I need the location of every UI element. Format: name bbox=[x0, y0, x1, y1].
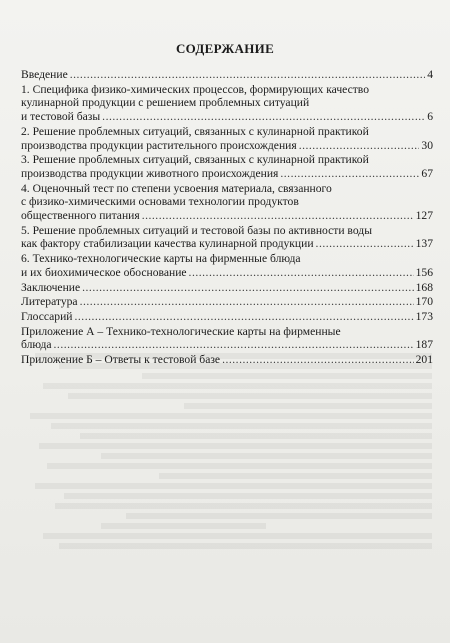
toc-page-number: 168 bbox=[415, 280, 433, 294]
toc-entry-text: Литература bbox=[21, 295, 78, 309]
toc-entry-text: блюда bbox=[21, 338, 52, 352]
toc-page-number: 173 bbox=[415, 309, 433, 323]
toc-entry-text: и их биохимическое обоснование bbox=[21, 265, 187, 279]
toc-entry-glossary bbox=[21, 310, 433, 324]
toc-entry-text: 2. Решение проблемных ситуаций, связанных с кулинарной практикой bbox=[21, 124, 369, 138]
toc-entry-text: 3. Решение проблемных ситуаций, связанных с кулинарной практикой bbox=[21, 153, 369, 167]
toc-entry-text: как фактору стабилизации качества кулинарной продукции bbox=[21, 237, 314, 251]
toc-page-number: 67 bbox=[421, 166, 433, 180]
toc-page-number: 156 bbox=[415, 265, 433, 279]
toc-page-number: 187 bbox=[415, 338, 433, 352]
toc-entry-text: 5. Решение проблемных ситуаций и тестовой базы по активности воды bbox=[21, 223, 372, 237]
toc-page-number: 170 bbox=[415, 295, 433, 309]
toc-entry-text: производства продукции растительного происхождения bbox=[21, 138, 297, 152]
toc-entry-chapter-4 bbox=[21, 182, 433, 223]
dot-leader bbox=[102, 110, 425, 124]
toc-page-number: 6 bbox=[427, 110, 433, 124]
page-title: СОДЕРЖАНИЕ bbox=[175, 41, 275, 56]
toc-entry-appendix-b bbox=[21, 353, 433, 367]
toc-entry-chapter-3 bbox=[21, 153, 433, 180]
toc-entry-text: кулинарной продукции с решением проблемных ситуаций bbox=[21, 96, 310, 110]
toc-entry-text: производства продукции животного происхождения bbox=[21, 166, 279, 180]
dot-leader bbox=[316, 237, 414, 251]
toc-entry-text: Глоссарий bbox=[21, 309, 73, 323]
dot-leader bbox=[80, 295, 414, 309]
dot-leader bbox=[280, 167, 419, 181]
toc-entry-text: Заключение bbox=[21, 280, 81, 294]
dot-leader bbox=[75, 310, 414, 324]
toc-page-number: 127 bbox=[415, 209, 433, 223]
toc-entry-text: Приложение Б – Ответы к тестовой базе bbox=[21, 353, 221, 367]
toc-page-number: 137 bbox=[415, 237, 433, 251]
dot-leader bbox=[142, 209, 414, 223]
toc-entry-text: и тестовой базы bbox=[21, 110, 101, 124]
dot-leader bbox=[222, 353, 414, 367]
dot-leader bbox=[82, 281, 413, 295]
toc-entry-text: 1. Специфика физико-химических процессов, формирующих качество bbox=[21, 82, 369, 96]
dot-leader bbox=[54, 338, 414, 352]
toc-entry-literature bbox=[21, 295, 433, 309]
toc-entry-conclusion bbox=[21, 281, 433, 295]
toc-entry-text: с физико-химическими основами технологии продуктов bbox=[21, 195, 299, 209]
toc-page-number: 4 bbox=[427, 68, 433, 81]
toc-entry-text: 4. Оценочный тест по степени усвоения материала, связанного bbox=[21, 181, 332, 195]
toc-entry-text: Введение bbox=[21, 68, 68, 81]
table-of-contents bbox=[21, 68, 433, 368]
toc-entry-chapter-2 bbox=[21, 125, 433, 152]
toc-entry-text: Приложение А – Технико-технологические карты на фирменные bbox=[21, 324, 341, 338]
toc-entry-chapter-5 bbox=[21, 224, 433, 251]
toc-page-number: 30 bbox=[421, 138, 433, 152]
reverse-side-bleed bbox=[18, 350, 432, 553]
toc-entry-introduction bbox=[21, 68, 433, 82]
toc-entry-text: 6. Технико-технологические карты на фирменные блюда bbox=[21, 252, 301, 266]
dot-leader bbox=[189, 266, 414, 280]
toc-entry-text: общественного питания bbox=[21, 209, 140, 223]
toc-page-number: 201 bbox=[415, 353, 433, 367]
toc-entry-chapter-6 bbox=[21, 252, 433, 279]
dot-leader bbox=[299, 139, 420, 153]
dot-leader bbox=[70, 68, 425, 82]
toc-entry-chapter-1 bbox=[21, 83, 433, 124]
toc-entry-appendix-a bbox=[21, 325, 433, 352]
